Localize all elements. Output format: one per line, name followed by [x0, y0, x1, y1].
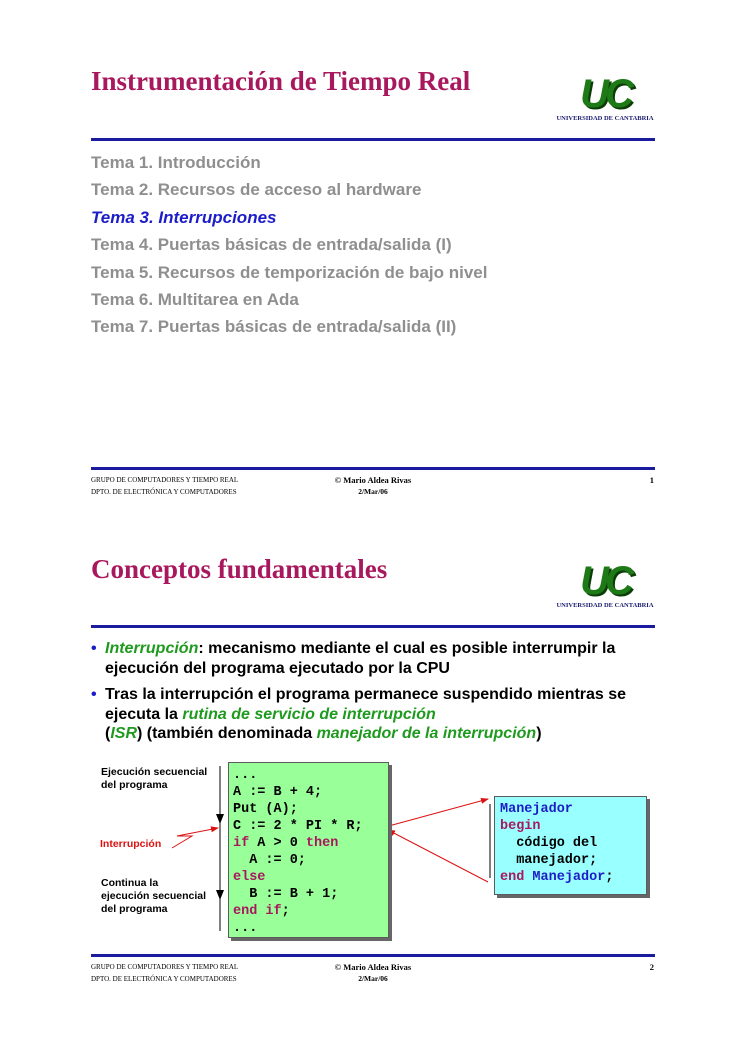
uc-logo-mark: UC [580, 559, 630, 603]
interrupt-signal-arrow [172, 828, 218, 848]
topic-item: Tema 7. Puertas básicas de entrada/salida (II) [91, 317, 457, 337]
page-number: 2 [649, 962, 654, 972]
code-keyword: end if [233, 904, 282, 919]
code-keyword: if [233, 836, 250, 851]
label-sequential-execution [101, 766, 207, 792]
term-interrupcion: Interrupción [105, 640, 199, 657]
footer-date: 2/Mar/06 [358, 487, 388, 496]
topic-item: Tema 1. Introducción [91, 153, 261, 172]
bullet-text: ) [536, 725, 542, 742]
bullet-dot-icon: • [91, 686, 97, 703]
footer-author: © Mario Aldea Rivas [334, 475, 412, 485]
bullet-text: Tras la interrupción el programa permanece suspendido mientras se ejecuta la [105, 686, 627, 723]
uc-logo-mark: UC [580, 72, 630, 116]
program-code [229, 763, 388, 937]
code-keyword: end [500, 870, 525, 885]
footer-rule [91, 954, 655, 957]
topic-item-active: Tema 3. Interrupciones [91, 207, 277, 227]
program-code-box [228, 762, 389, 938]
footer-affiliation [91, 474, 238, 498]
code-keyword: else [233, 870, 266, 885]
label-line: del programa [101, 779, 168, 791]
code-line: ; [281, 904, 290, 919]
label-continue-execution [101, 877, 206, 916]
footer-dept: DPTO. DE ELECTRÓNICA Y COMPUTADORES [91, 488, 237, 496]
bullet-dot-icon: • [91, 640, 97, 657]
footer-group: GRUPO DE COMPUTADORES Y TIEMPO REAL [91, 476, 239, 484]
code-identifier: Manejador [524, 870, 606, 885]
topic-item: Tema 5. Recursos de temporización de bajo nivel [91, 262, 488, 282]
code-keyword: begin [500, 819, 541, 834]
slide-2 [0, 526, 744, 1053]
term-isr: ISR [110, 725, 137, 742]
execution-flow-arrow-icon [216, 890, 224, 900]
topic-list [91, 152, 487, 344]
footer-credits [318, 474, 428, 498]
code-line: B := B + 1; [233, 887, 339, 902]
code-line: ... [233, 921, 258, 936]
code-line: C := 2 * PI * R; [233, 819, 363, 834]
bullet-text: ) (también denominada [137, 725, 317, 742]
slide-title: Conceptos fundamentales [91, 554, 388, 584]
topic-item: Tema 6. Multitarea en Ada [91, 289, 299, 309]
footer-date: 2/Mar/06 [358, 974, 388, 983]
jump-to-handler-arrow [385, 799, 488, 827]
code-line: código del [500, 836, 598, 851]
label-line: Continua la [101, 877, 159, 889]
handler-code [495, 797, 646, 886]
code-line: A := B + 4; [233, 785, 323, 800]
slide-1 [0, 0, 744, 526]
return-from-handler-arrow [388, 830, 488, 882]
code-line: ... [233, 768, 258, 783]
footer-dept: DPTO. DE ELECTRÓNICA Y COMPUTADORES [91, 975, 237, 983]
label-line: del programa [101, 903, 168, 915]
code-identifier: Manejador [500, 802, 573, 817]
code-line: A := 0; [233, 853, 306, 868]
footer-group: GRUPO DE COMPUTADORES Y TIEMPO REAL [91, 963, 239, 971]
header-rule [91, 138, 655, 141]
footer-rule [91, 467, 655, 470]
label-line: ejecución secuencial [101, 890, 207, 902]
footer-credits [318, 961, 428, 985]
label-interrupt: Interrupción [100, 838, 162, 850]
term-handler: manejador de la interrupción [316, 725, 537, 742]
topic-item: Tema 4. Puertas básicas de entrada/salida (I) [91, 235, 452, 255]
footer-author: © Mario Aldea Rivas [334, 962, 412, 972]
bullet-text: : mecanismo mediante el cual es posible interrumpir la ejecución del programa ejecutado por la CPU [105, 640, 616, 677]
code-line: manejador; [500, 853, 598, 868]
code-line: Put (A); [233, 802, 298, 817]
code-line: A > 0 [249, 836, 306, 851]
footer-affiliation [91, 961, 238, 985]
page-number: 1 [649, 475, 654, 485]
execution-flow-arrow-icon [216, 814, 224, 824]
slide-title: Instrumentación de Tiempo Real [91, 66, 471, 96]
bullet-text: ( [105, 725, 111, 742]
uc-logo-text: UNIVERSIDAD DE CANTABRIA [556, 115, 654, 122]
topic-item: Tema 2. Recursos de acceso al hardware [91, 180, 422, 200]
term-isr-routine: rutina de servicio de interrupción [182, 705, 436, 723]
handler-code-box [494, 796, 647, 895]
uc-logo-text: UNIVERSIDAD DE CANTABRIA [556, 602, 654, 609]
code-line: ; [605, 870, 614, 885]
label-line: Ejecución secuencial [101, 766, 208, 778]
code-keyword: then [305, 836, 339, 851]
uc-logo [556, 72, 654, 122]
